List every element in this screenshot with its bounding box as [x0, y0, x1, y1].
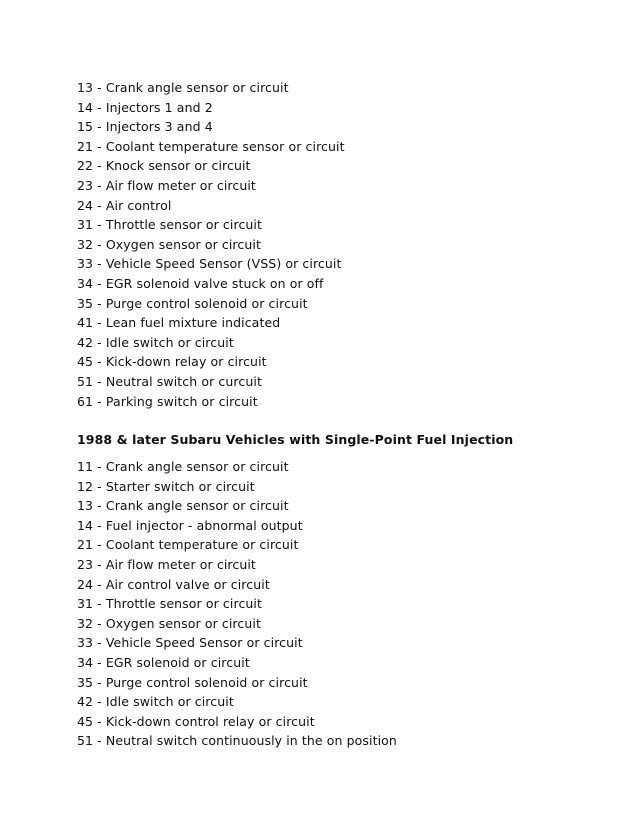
- list-item: 32 - Oxygen sensor or circuit: [77, 236, 261, 252]
- list-item: 41 - Lean fuel mixture indicated: [77, 315, 281, 331]
- list-item: 51 - Neutral switch or curcuit: [77, 373, 262, 389]
- list-item: 22 - Knock sensor or circuit: [77, 158, 251, 174]
- list-item: 23 - Air flow meter or circuit: [77, 177, 256, 193]
- list-item: 24 - Air control: [77, 197, 172, 213]
- list-item: 35 - Purge control solenoid or circuit: [77, 674, 308, 690]
- list-item: 13 - Crank angle sensor or circuit: [77, 498, 289, 514]
- list-item: 42 - Idle switch or circuit: [77, 694, 234, 710]
- list-item: 14 - Injectors 1 and 2: [77, 99, 213, 115]
- list-item: 12 - Starter switch or circuit: [77, 478, 255, 494]
- list-item: 11 - Crank angle sensor or circuit: [77, 459, 289, 475]
- list-item: 24 - Air control valve or circuit: [77, 576, 270, 592]
- document-page: [77, 78, 617, 751]
- list-item: 32 - Oxygen sensor or circuit: [77, 615, 261, 631]
- list-item: 34 - EGR solenoid or circuit: [77, 655, 250, 671]
- list-item: 31 - Throttle sensor or circuit: [77, 596, 263, 612]
- list-item: 15 - Injectors 3 and 4: [77, 119, 213, 135]
- list-item: 31 - Throttle sensor or circuit: [77, 217, 263, 233]
- list-item: 34 - EGR solenoid valve stuck on or off: [77, 275, 324, 291]
- list-item: 35 - Purge control solenoid or circuit: [77, 295, 308, 311]
- list-item: 42 - Idle switch or circuit: [77, 334, 234, 350]
- code-list-section-2: [77, 457, 617, 751]
- section-heading: 1988 & later Subaru Vehicles with Single-Point Fuel Injection: [77, 432, 514, 448]
- list-item: 33 - Vehicle Speed Sensor or circuit: [77, 635, 303, 651]
- list-item: 45 - Kick-down relay or circuit: [77, 354, 267, 370]
- list-item: 45 - Kick-down control relay or circuit: [77, 713, 315, 729]
- list-item: 21 - Coolant temperature sensor or circuit: [77, 138, 345, 154]
- list-item: 23 - Air flow meter or circuit: [77, 557, 256, 573]
- list-item: 21 - Coolant temperature or circuit: [77, 537, 299, 553]
- code-list-section-1: [77, 78, 617, 411]
- list-item: 33 - Vehicle Speed Sensor (VSS) or circuit: [77, 256, 342, 272]
- list-item: 61 - Parking switch or circuit: [77, 393, 258, 409]
- list-item: 13 - Crank angle sensor or circuit: [77, 80, 289, 95]
- list-item: 51 - Neutral switch continuously in the on position: [77, 733, 397, 749]
- list-item: 14 - Fuel injector - abnormal output: [77, 517, 303, 533]
